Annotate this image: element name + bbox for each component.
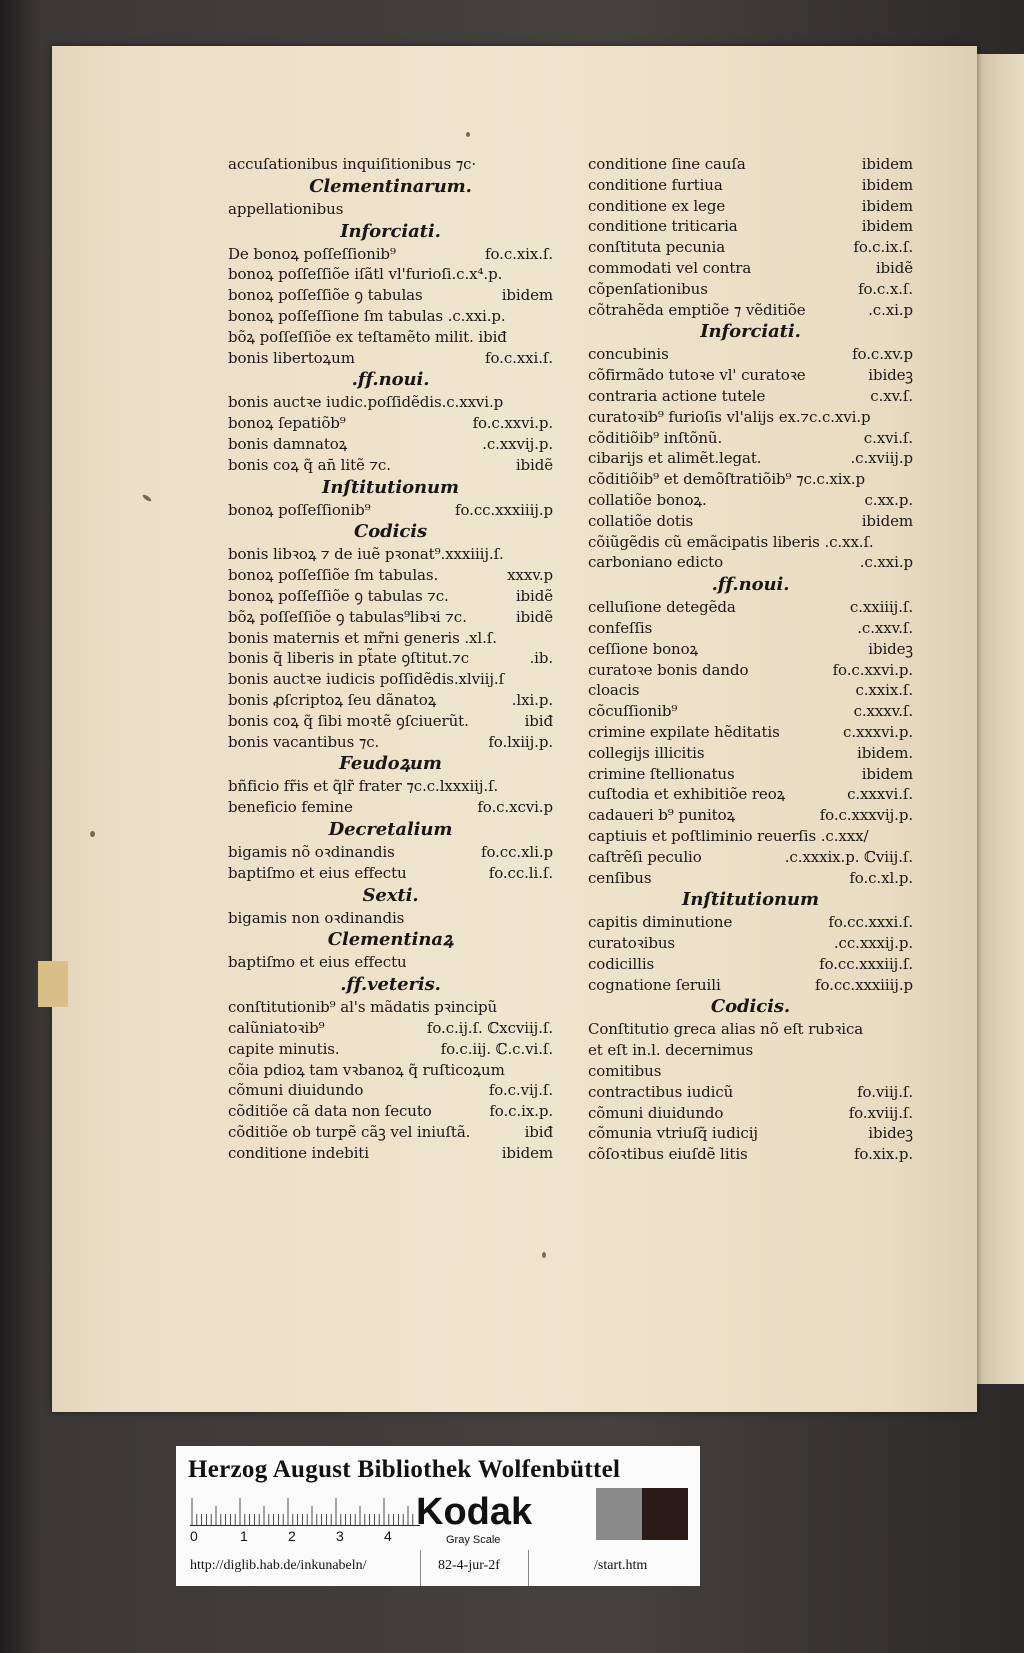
section-heading <box>228 973 553 997</box>
folio-reference: fo.lxiij.p. <box>488 732 553 751</box>
ink-spot <box>90 831 95 837</box>
index-entry <box>588 1061 913 1082</box>
index-entry <box>228 306 553 327</box>
entry-title: crimine ſtellionatus <box>588 764 735 783</box>
index-entry <box>228 1122 553 1143</box>
index-entry <box>588 344 913 365</box>
index-entry <box>228 154 553 175</box>
entry-title: beneficio femine <box>228 798 353 817</box>
folio-reference: fo.xviij.ſ. <box>848 1103 913 1122</box>
folio-reference: fo.c.xxi.ſ. <box>485 348 553 367</box>
entry-title: bonis libꝛoꝝ ⁊ de iuẽ pꝛonat⁹.xxxiiij.ſ. <box>228 545 504 564</box>
gray-swatch <box>596 1488 642 1540</box>
entry-title: cadaueri b⁹ punitoꝝ <box>588 806 736 825</box>
index-entry <box>588 722 913 743</box>
index-entry <box>588 448 913 469</box>
entry-title: collatiõe bonoꝝ. <box>588 490 707 509</box>
folio-reference: .cc.xxxij.p. <box>833 934 913 953</box>
entry-title: bonis ꝓſcriptoꝝ ſeu dãnatoꝝ <box>228 690 437 709</box>
folio-reference: fo.c.xix.ſ. <box>485 244 553 263</box>
section-heading <box>588 888 913 912</box>
divider <box>420 1550 421 1586</box>
entry-title: cõditiõib⁹ et demõſtratiõib⁹ ⁊c.c.xix.p <box>588 470 865 489</box>
index-entry <box>228 1039 553 1060</box>
folio-reference: ibideꝫ <box>868 366 913 385</box>
folio-reference: ibidem <box>861 196 913 215</box>
index-entry <box>588 196 913 217</box>
index-entry <box>588 1103 913 1124</box>
entry-title: conditione triticaria <box>588 217 738 236</box>
folio-reference: .c.xxvij.p. <box>482 434 553 453</box>
folio-reference: fo.c.xxxvij.p. <box>819 806 913 825</box>
folio-reference: .c.xxv.ſ. <box>857 618 913 637</box>
kodak-logo: Kodak <box>416 1491 533 1533</box>
folio-reference: fo.cc.xxxi.ſ. <box>828 913 913 932</box>
folio-reference: fo.viij.ſ. <box>857 1082 913 1101</box>
index-entry <box>228 628 553 649</box>
folio-reference: fo.c.iij. ℂ.c.vi.ſ. <box>440 1039 553 1058</box>
entry-title: conditione furtiua <box>588 175 723 194</box>
entry-title: calũniatoꝛib⁹ <box>228 1018 325 1037</box>
entry-title: bonoꝝ poſſeſſiõe ſm tabulas. <box>228 566 439 585</box>
entry-title: bonis coꝝ q̃ ſibi moꝛtẽ ꝯſciuerũt. <box>228 711 469 730</box>
index-column-left <box>228 154 553 1163</box>
url-shelfmark: 82-4-jur-2f <box>438 1558 500 1573</box>
index-entry <box>588 490 913 511</box>
entry-title: celluſione detegẽda <box>588 598 736 617</box>
folio-reference: ibidem <box>861 511 913 530</box>
index-entry <box>588 407 913 428</box>
entry-title: De bonoꝝ poſſeſſionib⁹ <box>228 244 396 263</box>
entry-title: cõditiõib⁹ inſtõnũ. <box>588 428 723 447</box>
entry-title: commodati vel contra <box>588 258 752 277</box>
ink-spot <box>142 493 152 502</box>
index-entry <box>588 660 913 681</box>
section-heading <box>588 320 913 344</box>
index-entry <box>588 912 913 933</box>
entry-title: conſtitutionib⁹ al's mãdatis pꝛincipũ <box>228 998 498 1017</box>
folio-reference: ibideꝫ <box>868 639 913 658</box>
index-entry <box>588 868 913 889</box>
folio-reference: fo.c.xv.p <box>852 345 913 364</box>
heading-text: Decretalium <box>328 818 453 840</box>
entry-title: bonis coꝝ q̃ an̄ litẽ ⁊c. <box>228 455 391 474</box>
index-entry <box>228 264 553 285</box>
folio-reference: .lxi.p. <box>511 690 553 709</box>
entry-title: cõditiõe ob turpẽ cãꝫ vel iniuſtã. <box>228 1122 471 1141</box>
index-entry <box>588 701 913 722</box>
section-heading <box>588 995 913 1019</box>
heading-text: .ff.veteris. <box>340 974 441 996</box>
folio-reference: c.xxxvi.p. <box>843 722 913 741</box>
index-entry <box>588 975 913 996</box>
section-heading <box>228 476 553 500</box>
folio-reference: c.xvi.ſ. <box>863 428 913 447</box>
section-heading <box>228 818 553 842</box>
heading-text: Inforciati. <box>340 220 441 242</box>
folio-reference: fo.c.ij.ſ. ℂxcviij.ſ. <box>426 1018 553 1037</box>
index-entry <box>228 434 553 455</box>
entry-title: bonis libertoꝝum <box>228 348 355 367</box>
index-entry <box>228 690 553 711</box>
index-entry <box>228 1143 553 1164</box>
entry-title: collegijs illicitis <box>588 743 705 762</box>
folio-reference: fo.xix.p. <box>853 1145 913 1164</box>
index-entry <box>228 392 553 413</box>
entry-title: ceſſione bonoꝝ <box>588 639 699 658</box>
index-entry <box>228 797 553 818</box>
index-entry <box>588 365 913 386</box>
section-heading <box>228 752 553 776</box>
library-name: Herzog August Bibliothek Wolfenbüttel <box>188 1456 621 1483</box>
index-entry <box>228 648 553 669</box>
index-entry <box>588 216 913 237</box>
index-entry <box>588 597 913 618</box>
heading-text: Inſtitutionum <box>322 476 459 498</box>
index-entry <box>228 732 553 753</box>
index-entry <box>228 244 553 265</box>
entry-title: cõmuni diuidundo <box>228 1081 364 1100</box>
heading-text: .ff.noui. <box>351 369 430 391</box>
entry-title: bonoꝝ poſſeſſionib⁹ <box>228 500 371 519</box>
heading-text: Codicis. <box>710 996 791 1018</box>
index-entry <box>228 500 553 521</box>
folio-reference: fo.c.xl.p. <box>849 868 913 887</box>
index-entry <box>228 413 553 434</box>
entry-title: codicillis <box>588 954 655 973</box>
entry-title: cõpenſationibus <box>588 279 708 298</box>
index-entry <box>588 237 913 258</box>
index-entry <box>588 784 913 805</box>
entry-title: bonis auctꝛe iudicis poſſidẽdis.xlviij.ſ <box>228 670 505 689</box>
entry-title: carboniano edicto <box>588 553 724 572</box>
folio-reference: fo.c.vij.ſ. <box>488 1081 553 1100</box>
index-entry <box>588 1019 913 1040</box>
entry-title: cõcuſſionib⁹ <box>588 702 678 721</box>
index-entry <box>228 842 553 863</box>
entry-title: cõfirmãdo tutoꝛe vl' curatoꝛe <box>588 366 806 385</box>
entry-title: bõꝝ poſſeſſiõe ex teſtamẽto milit. ibiđ <box>228 327 507 346</box>
entry-title: cloacis <box>588 681 640 700</box>
heading-text: Inforciati. <box>700 321 801 343</box>
ruler-number: 4 <box>384 1528 392 1544</box>
index-entry <box>588 386 913 407</box>
index-entry <box>228 565 553 586</box>
section-heading <box>588 573 913 597</box>
entry-title: cõditiõe cã data non ſecuto <box>228 1102 432 1121</box>
folio-reference: fo.cc.xxxiiij.p <box>815 975 913 994</box>
entry-title: baptiſmo et eius effectu <box>228 953 407 972</box>
entry-title: contraria actione tutele <box>588 386 766 405</box>
entry-title: baptiſmo et eius effectu <box>228 863 407 882</box>
entry-title: curatoꝛib⁹ furioſis vl'alijs ex.⁊c.c.xvi.p <box>588 407 871 426</box>
entry-title: bonoꝝ poſſeſſione ſm tabulas .c.xxi.p. <box>228 306 506 325</box>
entry-title: conſtituta pecunia <box>588 238 726 257</box>
index-entry <box>228 1018 553 1039</box>
entry-title: appellationibus <box>228 199 344 218</box>
folio-reference: c.xxiiij.ſ. <box>849 598 913 617</box>
index-entry <box>588 154 913 175</box>
folio-reference: ibiđ <box>524 1122 553 1141</box>
folio-reference: c.xxxv.ſ. <box>853 702 913 721</box>
entry-title: cuſtodia et exhibitiõe reoꝝ <box>588 785 786 804</box>
ink-spot <box>542 1252 546 1258</box>
index-entry <box>588 680 913 701</box>
index-entry <box>588 428 913 449</box>
entry-title: cenſibus <box>588 868 652 887</box>
entry-title: bonoꝝ ſepatiõb⁹ <box>228 414 346 433</box>
folio-reference: .ib. <box>529 649 553 668</box>
folio-reference: .c.xxi.p <box>859 553 913 572</box>
ink-spot <box>466 132 470 137</box>
folio-reference: .c.xi.p <box>868 300 913 319</box>
index-entry <box>588 847 913 868</box>
section-heading <box>228 520 553 544</box>
index-entry <box>588 258 913 279</box>
entry-title: capite minutis. <box>228 1039 340 1058</box>
folio-reference: fo.cc.xxxiij.ſ. <box>819 954 913 973</box>
index-entry <box>588 300 913 321</box>
index-entry <box>228 997 553 1018</box>
entry-title: accuſationibus inquiſitionibus ⁊c· <box>228 155 477 173</box>
entry-title: bñficio fr̃is et q̃lr̃ frater ⁊c.c.lxxxiij.ſ. <box>228 777 499 796</box>
entry-title: bonoꝝ poſſeſſiõe ꝯ tabulas ⁊c. <box>228 586 449 605</box>
index-column-right <box>588 154 913 1165</box>
dark-swatch <box>642 1488 688 1540</box>
index-entry <box>588 826 913 847</box>
entry-title: et eſt in.l. decernimus <box>588 1041 754 1060</box>
index-entry <box>588 639 913 660</box>
folio-reference: ibidem <box>861 217 913 236</box>
entry-title: cõtrahẽda emptiõe ⁊ vẽditiõe <box>588 300 806 319</box>
folio-reference: fo.c.xxvi.p. <box>472 414 553 433</box>
index-entry <box>588 618 913 639</box>
entry-title: bigamis nõ oꝛdinandis <box>228 842 395 861</box>
entry-title: Conſtitutio greca alias nõ eſt rubꝛica <box>588 1020 864 1039</box>
folio-reference: c.xxxvi.ſ. <box>847 785 913 804</box>
entry-title: crimine expilate hẽditatis <box>588 722 780 741</box>
entry-title: comitibus <box>588 1062 662 1081</box>
entry-title: cognatione ſeruili <box>588 975 721 994</box>
entry-title: bõꝝ poſſeſſiõe ꝯ tabulas⁹libꝛi ⁊c. <box>228 607 467 626</box>
index-entry <box>588 805 913 826</box>
index-entry <box>588 743 913 764</box>
entry-title: cõmunia vtriuſq̃ iudicij <box>588 1124 758 1143</box>
folio-reference: fo.c.x.ſ. <box>858 279 913 298</box>
index-entry <box>588 1144 913 1165</box>
index-entry <box>588 954 913 975</box>
index-entry <box>588 469 913 490</box>
folio-reference: ibidem. <box>857 743 913 762</box>
index-entry <box>228 863 553 884</box>
entry-title: collatiõe dotis <box>588 511 694 530</box>
index-entry <box>588 175 913 196</box>
scale-ruler <box>190 1496 420 1526</box>
heading-text: Inſtitutionum <box>682 889 819 911</box>
section-heading <box>228 220 553 244</box>
folio-reference: fo.c.xcvi.p <box>477 798 553 817</box>
heading-text: Clementinaꝝ <box>327 929 454 951</box>
index-entry <box>228 908 553 929</box>
index-entry <box>228 586 553 607</box>
ruler-number: 2 <box>288 1528 296 1544</box>
folio-reference: fo.cc.xli.p <box>481 842 553 861</box>
index-entry <box>228 952 553 973</box>
index-entry <box>588 279 913 300</box>
facing-page-edge <box>976 54 1024 1384</box>
index-entry <box>228 1080 553 1101</box>
entry-title: bonis q̃ liberis in pt̃ate ꝯſtitut.⁊c <box>228 649 470 668</box>
url-base: http://diglib.hab.de/inkunabeln/ <box>190 1558 367 1573</box>
entry-title: curatoꝛibus <box>588 934 676 953</box>
index-entry <box>228 711 553 732</box>
folio-reference: xxxv.p <box>507 566 553 585</box>
section-heading <box>228 368 553 392</box>
folio-reference: ibidem <box>501 286 553 305</box>
section-heading <box>228 928 553 952</box>
heading-text: Clementinarum. <box>309 175 472 197</box>
folio-reference: c.xx.p. <box>864 490 913 509</box>
entry-title: confeſſis <box>588 618 653 637</box>
url-suffix: /start.htm <box>594 1558 648 1573</box>
heading-text: .ff.noui. <box>711 574 790 596</box>
ruler-number: 3 <box>336 1528 344 1544</box>
index-entry <box>228 285 553 306</box>
heading-text: Codicis <box>354 521 427 543</box>
index-entry <box>588 933 913 954</box>
index-entry <box>228 544 553 565</box>
heading-text: Sexti. <box>362 884 419 906</box>
entry-title: conditione ex lege <box>588 196 726 215</box>
index-entry <box>228 348 553 369</box>
entry-title: conditione ſine cauſa <box>588 155 746 173</box>
index-entry <box>588 552 913 573</box>
index-entry <box>228 669 553 690</box>
index-entry <box>228 455 553 476</box>
entry-title: cõmuni diuidundo <box>588 1103 724 1122</box>
index-entry <box>588 1040 913 1061</box>
folio-reference: ibidem <box>861 175 913 194</box>
folio-reference: ibidem <box>861 764 913 783</box>
entry-title: bonis vacantibus ⁊c. <box>228 732 380 751</box>
gray-scale-label: Gray Scale <box>446 1534 501 1546</box>
entry-title: contractibus iudicũ <box>588 1082 734 1101</box>
folio-reference: fo.c.ix.p. <box>489 1102 553 1121</box>
index-entry <box>228 199 553 220</box>
index-entry <box>588 511 913 532</box>
entry-title: cõiũgẽdis cũ emãcipatis liberis .c.xx.ſ. <box>588 532 874 551</box>
folio-reference: fo.c.ix.ſ. <box>853 238 913 257</box>
entry-title: bonis maternis et mr̃ni generis .xl.ſ. <box>228 628 497 647</box>
entry-title: bonoꝝ poſſeſſiõe iſãtl vl'furioſi.c.x⁴.p. <box>228 265 503 284</box>
entry-title: caſtrẽſi peculio <box>588 847 702 866</box>
ruler-number: 0 <box>190 1528 198 1544</box>
index-entry <box>588 1123 913 1144</box>
folio-reference: ibiđ <box>524 711 553 730</box>
folio-reference: ibideꝫ <box>868 1124 913 1143</box>
entry-title: cõſoꝛtibus eiuſdẽ litis <box>588 1145 748 1164</box>
folio-reference: .c.xviij.p <box>850 449 913 468</box>
folio-reference: ibidẽ <box>515 455 553 474</box>
entry-title: bonoꝝ poſſeſſiõe ꝯ tabulas <box>228 286 423 305</box>
folio-reference: c.xxix.ſ. <box>855 681 913 700</box>
folio-reference: ibidẽ <box>515 607 553 626</box>
paper-tab <box>38 961 68 1007</box>
folio-reference: fo.cc.xxxiiij.p <box>455 500 553 519</box>
entry-title: captiuis et poſtliminio reuerſis .c.xxx/ <box>588 826 869 845</box>
ruler-number: 1 <box>240 1528 248 1544</box>
folio-reference: ibidem <box>501 1143 553 1162</box>
index-entry <box>228 607 553 628</box>
entry-title: curatoꝛe bonis dando <box>588 660 749 679</box>
entry-title: bonis damnatoꝝ <box>228 434 348 453</box>
folio-reference: ibidẽ <box>515 586 553 605</box>
index-entry <box>228 1101 553 1122</box>
entry-title: capitis diminutione <box>588 913 733 932</box>
index-entry <box>588 764 913 785</box>
folio-reference: ibidem <box>861 155 913 173</box>
folio-reference: ibidẽ <box>875 258 913 277</box>
folio-reference: fo.cc.li.ſ. <box>488 863 553 882</box>
divider <box>528 1550 529 1586</box>
color-reference-card <box>176 1446 700 1586</box>
entry-title: cibarijs et alimẽt.legat. <box>588 449 762 468</box>
entry-title: conditione indebiti <box>228 1143 369 1162</box>
folio-reference: c.xv.ſ. <box>870 386 913 405</box>
entry-title: bigamis non oꝛdinandis <box>228 908 405 927</box>
section-heading <box>228 175 553 199</box>
entry-title: cõia pdioꝝ tam vꝛbanoꝝ q̃ ruſticoꝝum <box>228 1060 505 1079</box>
section-heading <box>228 884 553 908</box>
index-entry <box>588 1082 913 1103</box>
entry-title: bonis auctꝛe iudic.poſſidẽdis.c.xxvi.p <box>228 393 504 412</box>
folio-reference: .c.xxxix.p. ℂviij.ſ. <box>784 847 913 866</box>
heading-text: Feudoꝝum <box>339 753 442 775</box>
index-entry <box>228 776 553 797</box>
index-entry <box>228 327 553 348</box>
entry-title: concubinis <box>588 345 669 364</box>
index-entry <box>228 1060 553 1081</box>
index-entry <box>588 532 913 553</box>
folio-reference: fo.c.xxvi.p. <box>832 660 913 679</box>
